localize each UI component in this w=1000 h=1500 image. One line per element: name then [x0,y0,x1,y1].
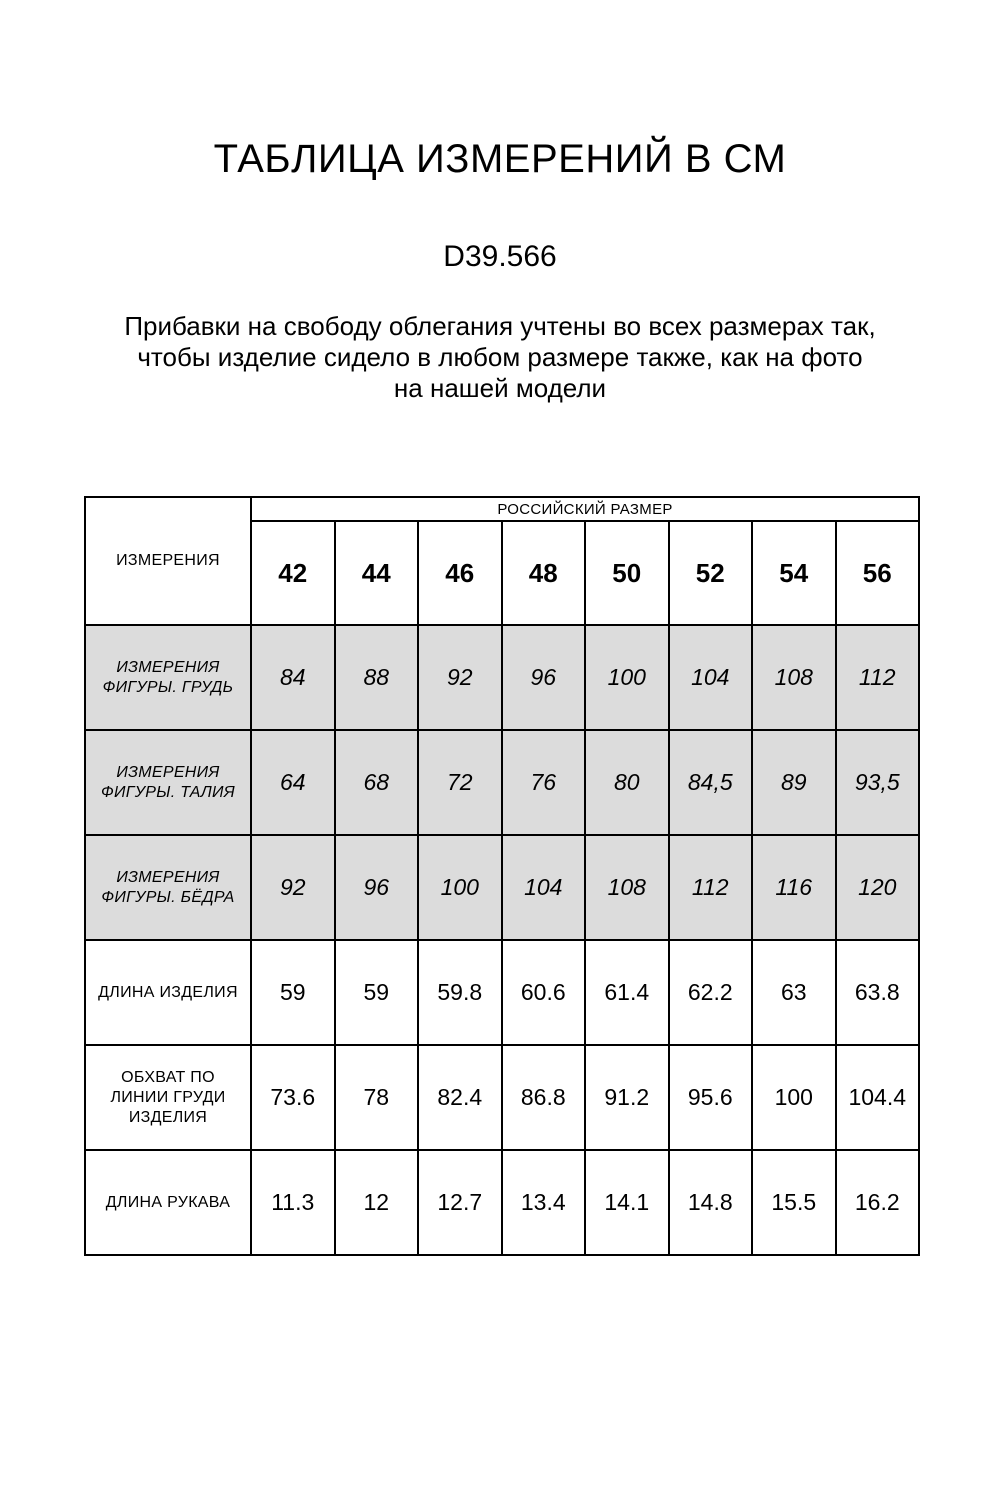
table-cell: 62.2 [669,940,753,1045]
page-title: ТАБЛИЦА ИЗМЕРЕНИЙ В СМ [213,137,787,181]
table-cell: 108 [752,625,836,730]
table-cell: 91.2 [585,1045,669,1150]
table-cell: 16.2 [836,1150,920,1255]
size-header-cell: 48 [502,521,586,625]
table-cell: 95.6 [669,1045,753,1150]
table-cell: 72 [418,730,502,835]
table-cell: 63.8 [836,940,920,1045]
table-cell: 104 [669,625,753,730]
table-cell: 112 [669,835,753,940]
table-cell: 86.8 [502,1045,586,1150]
russian-size-header: РОССИЙСКИЙ РАЗМЕР [251,497,919,521]
table-cell: 100 [752,1045,836,1150]
table-cell: 92 [418,625,502,730]
row-label-line: ИЗМЕРЕНИЯ [116,763,220,781]
table-header-row-group [85,497,919,521]
row-label-line: ФИГУРЫ. БЁДРА [101,888,235,906]
table-cell: 120 [836,835,920,940]
row-label-line: ИЗДЕЛИЯ [128,1108,208,1126]
row-label-line: ФИГУРЫ. ГРУДЬ [102,678,234,696]
fit-note-line: на нашей модели [393,373,607,403]
product-code: D39.566 [443,240,557,273]
table-row [85,730,919,835]
table-cell: 15.5 [752,1150,836,1255]
table-cell: 80 [585,730,669,835]
size-header-cell: 56 [836,521,920,625]
row-label-line: ДЛИНА РУКАВА [105,1193,231,1211]
table-cell: 14.8 [669,1150,753,1255]
table-row [85,940,919,1045]
table-cell: 96 [502,625,586,730]
table-cell: 13.4 [502,1150,586,1255]
table-cell: 104 [502,835,586,940]
table-cell: 12.7 [418,1150,502,1255]
table-cell: 93,5 [836,730,920,835]
table-cell: 96 [335,835,419,940]
row-label [85,730,251,835]
table-row [85,1150,919,1255]
row-label [85,1150,251,1255]
table-row [85,1045,919,1150]
table-cell: 108 [585,835,669,940]
row-label-line: ЛИНИИ ГРУДИ [110,1088,226,1106]
size-header-cell: 54 [752,521,836,625]
row-label [85,835,251,940]
table-row [85,835,919,940]
table-cell: 14.1 [585,1150,669,1255]
row-label-line: ИЗМЕРЕНИЯ [116,868,220,886]
table-cell: 59 [251,940,335,1045]
table-cell: 116 [752,835,836,940]
table-cell: 104.4 [836,1045,920,1150]
table-cell: 88 [335,625,419,730]
row-label-line: ДЛИНА ИЗДЕЛИЯ [98,983,238,1001]
row-label-line: ОБХВАТ ПО [121,1068,215,1086]
table-cell: 64 [251,730,335,835]
measurements-header: ИЗМЕРЕНИЯ [85,497,251,625]
size-header-cell: 46 [418,521,502,625]
table-cell: 63 [752,940,836,1045]
row-label [85,940,251,1045]
size-table [84,496,920,1256]
table-cell: 82.4 [418,1045,502,1150]
table-cell: 73.6 [251,1045,335,1150]
row-label-line: ФИГУРЫ. ТАЛИЯ [101,783,235,801]
table-cell: 68 [335,730,419,835]
table-cell: 84 [251,625,335,730]
table-cell: 89 [752,730,836,835]
table-cell: 11.3 [251,1150,335,1255]
fit-note-line: Прибавки на свободу облегания учтены во всех размерах так, [124,311,876,341]
size-header-cell: 42 [251,521,335,625]
table-cell: 100 [418,835,502,940]
table-row [85,625,919,730]
table-cell: 60.6 [502,940,586,1045]
size-header-cell: 50 [585,521,669,625]
table-cell: 100 [585,625,669,730]
table-cell: 61.4 [585,940,669,1045]
fit-note [0,311,1000,404]
size-header-cell: 52 [669,521,753,625]
row-label [85,1045,251,1150]
row-label-line: ИЗМЕРЕНИЯ [116,658,220,676]
size-header-cell: 44 [335,521,419,625]
table-cell: 76 [502,730,586,835]
table-cell: 84,5 [669,730,753,835]
table-cell: 78 [335,1045,419,1150]
table-cell: 92 [251,835,335,940]
fit-note-line: чтобы изделие сидело в любом размере также, как на фото [137,342,863,372]
table-cell: 12 [335,1150,419,1255]
table-cell: 112 [836,625,920,730]
row-label [85,625,251,730]
table-cell: 59.8 [418,940,502,1045]
table-cell: 59 [335,940,419,1045]
